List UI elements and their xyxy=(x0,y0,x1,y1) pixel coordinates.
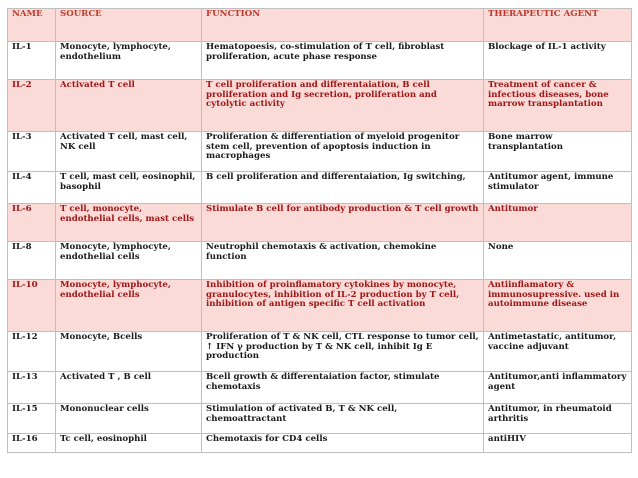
cell-function: Hematopoesis, co-stimulation of T cell, fibroblast proliferation, acute phase response xyxy=(202,42,484,80)
cell-source: Monocyte, lymphocyte, endothelial cells xyxy=(56,280,202,332)
cell-function: Proliferation of T & NK cell, CTL response to tumor cell, ↑ IFN γ production by T & NK cell, inhibit Ig E production xyxy=(202,332,484,372)
cell-therapeutic-agent: Antiinflamatory & immunosupressive. used in autoimmune disease xyxy=(484,280,632,332)
cell-name: IL-10 xyxy=(8,280,56,332)
cell-source: Tc cell, eosinophil xyxy=(56,434,202,453)
cell-therapeutic-agent: Antitumor, in rheumatoid arthritis xyxy=(484,404,632,434)
table-row xyxy=(8,42,632,80)
table-row xyxy=(8,280,632,332)
cell-name: IL-3 xyxy=(8,132,56,172)
cell-function: Stimulation of activated B, T & NK cell, chemoattractant xyxy=(202,404,484,434)
cell-name: IL-15 xyxy=(8,404,56,434)
cell-name: IL-16 xyxy=(8,434,56,453)
table-row xyxy=(8,80,632,132)
cell-name: IL-1 xyxy=(8,42,56,80)
cell-function: Proliferation & differentiation of myeloid progenitor stem cell, prevention of apoptosis induction in macrophages xyxy=(202,132,484,172)
table-row xyxy=(8,332,632,372)
table-header-row xyxy=(8,9,632,42)
table-row xyxy=(8,132,632,172)
cell-source: Activated T cell xyxy=(56,80,202,132)
cell-therapeutic-agent: Bone marrow transplantation xyxy=(484,132,632,172)
cell-source: Monocyte, Bcells xyxy=(56,332,202,372)
cell-therapeutic-agent: Antimetastatic, antitumor, vaccine adjuvant xyxy=(484,332,632,372)
header-name: NAME xyxy=(8,9,56,42)
header-function: FUNCTION xyxy=(202,9,484,42)
cell-source: Mononuclear cells xyxy=(56,404,202,434)
header-source: SOURCE xyxy=(56,9,202,42)
table-row xyxy=(8,242,632,280)
cell-function: Bcell growth & differentaiation factor, stimulate chemotaxis xyxy=(202,372,484,404)
cell-name: IL-2 xyxy=(8,80,56,132)
table-row xyxy=(8,372,632,404)
cell-name: IL-8 xyxy=(8,242,56,280)
cell-source: T cell, mast cell, eosinophil, basophil xyxy=(56,172,202,204)
table-row xyxy=(8,434,632,453)
cell-source: Activated T cell, mast cell, NK cell xyxy=(56,132,202,172)
cell-therapeutic-agent: Antitumor agent, immune stimulator xyxy=(484,172,632,204)
cell-source: T cell, monocyte, endothelial cells, mast cells xyxy=(56,204,202,242)
cell-function: Inhibition of proinflamatory cytokines by monocyte, granulocytes, inhibition of IL-2 production by T cell, inhibition of antigen specific T cell activation xyxy=(202,280,484,332)
cell-name: IL-13 xyxy=(8,372,56,404)
cell-function: B cell proliferation and differentaiation, Ig switching, xyxy=(202,172,484,204)
cell-source: Activated T , B cell xyxy=(56,372,202,404)
cell-name: IL-12 xyxy=(8,332,56,372)
cell-function: T cell proliferation and differentaiation, B cell proliferation and Ig secretion, proliferation and cytolytic activity xyxy=(202,80,484,132)
table-row xyxy=(8,404,632,434)
cytokine-table xyxy=(7,8,632,453)
cell-source: Monocyte, lymphocyte, endothelial cells xyxy=(56,242,202,280)
cell-therapeutic-agent: Antitumor,anti inflammatory agent xyxy=(484,372,632,404)
cell-name: IL-4 xyxy=(8,172,56,204)
table-body xyxy=(8,42,632,453)
cytokine-table-container xyxy=(7,8,631,453)
cell-therapeutic-agent: Treatment of cancer & infectious diseases, bone marrow transplantation xyxy=(484,80,632,132)
cell-name: IL-6 xyxy=(8,204,56,242)
cell-function: Neutrophil chemotaxis & activation, chemokine function xyxy=(202,242,484,280)
cell-function: Chemotaxis for CD4 cells xyxy=(202,434,484,453)
header-therapeutic-agent: THERAPEUTIC AGENT xyxy=(484,9,632,42)
table-row xyxy=(8,204,632,242)
cell-source: Monocyte, lymphocyte, endothelium xyxy=(56,42,202,80)
cell-therapeutic-agent: antiHIV xyxy=(484,434,632,453)
table-row xyxy=(8,172,632,204)
cell-therapeutic-agent: Blockage of IL-1 activity xyxy=(484,42,632,80)
cell-function: Stimulate B cell for antibody production & T cell growth xyxy=(202,204,484,242)
cell-therapeutic-agent: Antitumor xyxy=(484,204,632,242)
cell-therapeutic-agent: None xyxy=(484,242,632,280)
